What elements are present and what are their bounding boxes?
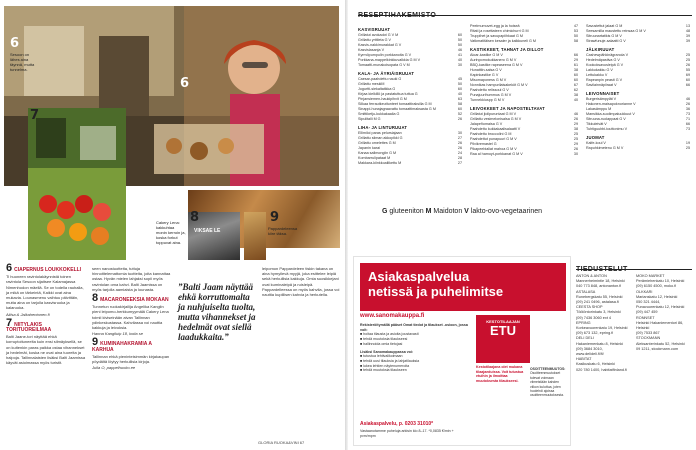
story-6-author: Aliisa & Jalkahentonen.fi [6, 311, 50, 317]
recipe-page: 55 [685, 68, 690, 72]
recipe-page: 25 [573, 137, 578, 141]
diet-legend: G gluteeniton M Maidoton V lakto-ovo-vegetaarinen [382, 208, 543, 215]
recipe-name: Savustettut jalaat G M [586, 24, 623, 28]
recipe-page: 60 [573, 73, 578, 77]
recipe-page: 40 [457, 92, 462, 96]
recipe-page: 46 [457, 48, 462, 52]
ad-header [360, 263, 566, 311]
index-row[interactable] [470, 98, 578, 103]
inquiry-line: www.delideli.fi/fi/ [576, 352, 604, 357]
inquiry-line: Aleksanterinkatu 52, Helsinki [636, 341, 685, 346]
ad-bullet: ■ hoitaa tilausta ja asioita joustavasti [360, 332, 419, 337]
left-page [0, 0, 345, 450]
recipe-name: Hedelmäpastiva G V [586, 58, 620, 62]
shop-sign-text: VIKSAE LE [194, 228, 221, 234]
recipe-name: Peelmumuvet-egg ja la hoiseä [470, 24, 520, 28]
recipe-page: 26 [685, 63, 690, 67]
recipe-name: Sitruunartatikis G M V [586, 34, 622, 38]
recipe-name: Silkaa ferrautkeuttunteet tomaattiraksilla G M [358, 102, 432, 106]
inquiry-line: STOCKMANN [636, 336, 661, 341]
recipe-name: Sinappi-hunajagraavattu tomaattimaksasta G M [358, 107, 436, 111]
recipe-name: Rapuhkimetenu G M V [586, 146, 624, 150]
recipe-name: Porkkana-mappelkinkkuvalkkia G M V [358, 58, 421, 62]
recipe-index-header: RESEPTIHAKEMISTO [358, 4, 692, 16]
recipe-page: 50 [457, 82, 462, 86]
recipe-page: 50 [457, 43, 462, 47]
recipe-page: 26 [573, 117, 578, 121]
story-column-2 [92, 266, 172, 370]
recipe-page: 38 [573, 68, 578, 72]
bread-caption: Cakery Lena: kakkuhtaa monin kerroin ja, koska forkut toppuvat aina. [156, 220, 186, 245]
recipe-name: Sitruuna-ruolappaat G V [586, 117, 626, 121]
recipe-name: Ritati ja rosettateen chimichurri G M [470, 29, 529, 33]
recipe-name: Grillatut jiollpuruntaat G M V [470, 112, 517, 116]
recipe-page: 40 [573, 98, 578, 102]
inquiries-column-2 [636, 274, 694, 352]
recipe-page: 62 [573, 88, 578, 92]
ad-bullet: ■ lukea lehtien näytenumeroita [360, 363, 410, 368]
index-section-title: LEIVOKKEET JA NAPOSTELTAVAT [470, 106, 545, 111]
kestotilaaja-badge: KESTOTILAAJAN ETU [476, 315, 530, 363]
story-7-heading: 7 NIITYLAKIS TORITUOREILMAA [6, 316, 52, 334]
recipe-name: Paahdettu broccolini G M [470, 132, 512, 136]
recipe-name: Pikapeebialiat mahoa G M V [470, 147, 517, 151]
inquiry-line: (09) 241 0496, astalasa.fi [576, 300, 619, 305]
inquiry-line: OLKKARI [636, 289, 653, 294]
badge-description: Kestotilaajana olet mukana tilaajaeduissa. Voit tutustua etuihin ja ilmoittaa muutoksesta tilaukseesi. [476, 365, 524, 384]
index-section-title: KASVISRUUAT [358, 27, 391, 32]
story-9-author: Julia O, pappelhuoko.ee [92, 365, 136, 371]
index-row[interactable] [358, 63, 462, 68]
photo-number-9: 9 [270, 210, 280, 225]
market-stall-illustration [28, 108, 126, 260]
story-6-text: Ti huoneen ravintolakäynnistä toinen ravintola Sesoon sijaitsee Kalamajassa Nimenhodon mäellä. Se on todella rauhalla, ja mikä on tärkeintä, Kaikki ovat aina mukavia. Lounasmenu vaihtuu päivittäin, mutta aina on tarjolla kasvisruoka ja kalaruoka. [6, 274, 84, 311]
ad-phone: Asiakaspalvelu, p. 0203 31010* [360, 421, 434, 427]
inquiry-line: (09) 7533 867 [636, 331, 660, 336]
inquiry-line: Töölöntorinkatu 3, Helsinki [576, 310, 621, 315]
recipe-name: Pinjansiemen-haukipihvit G M [358, 97, 407, 101]
recipe-page: 52 [457, 112, 462, 116]
inquiry-line: HABITAT [576, 357, 592, 362]
index-column-1 [358, 24, 462, 166]
inquiry-line: Helsinki Hakaniementori 86, [636, 320, 684, 325]
index-section-title: JUOMAT [586, 135, 605, 140]
recipe-name: Tomaatti-munakoisopata G V M [358, 63, 410, 67]
story-7-text: Balti Jaane-tori näyttää ehkä korruptoituneelta kuin ensi silmäyksellä, se on kuitenkin paras paikka ostaa vihannekset ja hedelmät, koska ne ovat aina tuoreita ja halpoja. Tallinnalaisten lisäksi Balti Jaamissa käyvät asioimassa myös turistit. [6, 334, 86, 366]
index-section-title: KASTIKKEET, TAHNAT JA DILLOT [470, 47, 544, 52]
ad-bullet: ■ tehdä muutoksia tilaukseen [360, 368, 407, 373]
recipe-name: Seesamilla maustettu reinsaa G M V [586, 29, 646, 33]
recipe-page: 47 [573, 24, 578, 28]
inquiry-line: ANTON & ANTON [576, 274, 607, 278]
recipe-page: 41 [457, 53, 462, 57]
recipe-name: Grillattu siiman akkopikki G [358, 136, 403, 140]
inquiry-line: (09) 447 459 [636, 310, 658, 315]
recipe-page: 25 [685, 58, 690, 62]
story-9-text: Tallinnan ehkä pieninteisimmän kirjakaupan pöydältä löytyy herkullisia kirjoja. [92, 353, 170, 365]
top-photo-caption: Sesoon on lähes aina täynnä, mutta tunnelma. [10, 52, 35, 72]
recipe-name: Burgerisämpylät V [586, 97, 617, 101]
recipe-page: 53 [573, 29, 578, 33]
recipe-name: Mansikka-suolimpaluukkuut V [586, 112, 635, 116]
inquiry-line: Runebergskatu 55, Helsinki [576, 294, 623, 299]
recipe-name: Kirjaa kielkillö ja pastatuttua tuttua G [358, 92, 418, 96]
index-section-title: KALA- JA ÄYRIÄISRUUAT [358, 71, 415, 76]
recipe-page: 69 [685, 73, 690, 77]
right-page [348, 0, 696, 450]
story-6-heading: 6 CIAPERNUS LOUKKOKELLI [6, 262, 82, 274]
inquiries-header: TIEDUSTELUT [576, 258, 692, 270]
story-8-author: Hanna Kangliuip 18, kotia se [92, 331, 143, 337]
recipe-page: 66 [685, 122, 690, 126]
story-8-text: Tunnetun ruokakirjailija Angelika Kanglin pieni leipomo-herkkumyymälä Cakery Lena toimii kiviseinään aivan Tallinnan ydinkeskustassa. Kahvilassa voi nauttia kakkuja ja leivoksia. [92, 304, 169, 331]
recipe-name: Jogurtti-siekaltatikka G [358, 87, 396, 91]
ad-bullet: ■ tehdä muutoksia tilaukseesi [360, 337, 408, 342]
recipe-name: Vatkmatitäisen kesaler ja kalkkuneli G M [470, 39, 536, 43]
recipe-name: Grillattu yrttileta G V [358, 38, 391, 42]
story-9-heading: 9 KUMINAHAKRAMIA A KARHUA [92, 336, 152, 353]
ad-url-link[interactable]: www.sanomakauppa.fi [360, 313, 425, 319]
shop-caption: Pappardeleensa kiire täksa. [268, 226, 298, 236]
recipe-name: Kasvis-nakkimurakkat G V [358, 43, 402, 47]
inquiry-line: RONNSET [636, 315, 655, 320]
recipe-name: Lettukakku V [586, 73, 608, 77]
recipe-page: 60 [685, 78, 690, 82]
recipe-page: 29 [573, 58, 578, 62]
recipe-page: 19 [685, 141, 690, 145]
recipe-name: Paahdettut punapuuri G M V [470, 137, 517, 141]
index-row[interactable] [358, 161, 462, 166]
recipe-name: Savilainnäpiiraat V [586, 83, 617, 87]
photo-number-6b: 6 [180, 76, 190, 91]
recipe-page: 73 [685, 112, 690, 116]
recipe-name: Aioar-kastike G M V [470, 53, 503, 57]
recipe-page: 71 [685, 117, 690, 121]
recipe-name: Grillattu omelettes G M [358, 141, 396, 145]
inquiry-line: 09 1211, stockmann.com [636, 346, 679, 351]
ad-bullet-list [360, 332, 470, 346]
recipe-name: Paahdettu relissoul G V [470, 88, 509, 92]
recipe-name: Tikkuleivät V [586, 122, 607, 126]
recipe-name: Nonnikas hampurilaisakeköt G M V [470, 83, 528, 87]
index-section-title: LEIVONNAISET [586, 91, 620, 96]
index-row[interactable] [470, 152, 578, 157]
recipe-page: 24 [457, 151, 462, 155]
recipe-name: Pilvikremastel G [470, 142, 497, 146]
recipe-name: Kalfe-koul V [586, 141, 606, 145]
middle-text: seen nanostuotteita, tuttuja hinnoittelemattomia tuotteita, joita kannattaa ostaa. Hyvän mielen lahjaksi sopii myös ravintolan oma kahvi. Balti Jaamissa on myös tarjolla aamiaista ja lounasta. [92, 266, 171, 292]
recipe-name: Lakasämppu M [586, 107, 612, 111]
ad-bullet: ■ tehdä uusi tilauksia ja lahjatilauksia [360, 358, 420, 363]
inquiry-line: Marianskatu 12, Helsinki [636, 294, 678, 299]
inquiry-line: Perämiehenkatu 10, Helsinki [636, 279, 685, 284]
inquiry-line: Hakaniemenkatu 8, Helsinki [576, 341, 624, 346]
recipe-name: Caesar-paahdettu nauki G [358, 77, 402, 81]
ad-intro: Rekisteröitymällä pääset Omat tiedot ja tilaukset -osioon, jossa voit: ■ hoitaa tilausta ja asioita joustavasti ■ tehdä muutoksia tilaukseesi ■ hallinnoida omia tietojasi Lisäksi Sanomakauppassa voi: ■ tutustua lehtivalikoimaan ■ tehdä uusi tilauksia ja lahjatilauksia ■ lukea lehtien näytenumeroita ■ tehdä muutoksia tilaukseen [360, 323, 470, 373]
story-8-heading: 8 MACARONEEKSIA MOKAAN [92, 292, 169, 305]
recipe-name: Grillatut avokadot G V M [358, 33, 399, 37]
recipe-name: Kapinkastike G V [470, 73, 499, 77]
photo-number-8: 8 [190, 210, 200, 225]
recipe-name: Kyrmöpumpulin porkkanoita G V [358, 53, 412, 57]
recipe-page: 58 [573, 39, 578, 43]
recipe-name: Aurinpomokukkanero G M V [470, 58, 517, 62]
recipe-page: 36 [685, 107, 690, 111]
recipe-name: Grillattu vesimelonisalsa G M V [470, 117, 522, 121]
recipe-page: 38 [573, 127, 578, 131]
recipe-page: 25 [573, 132, 578, 136]
recipe-name: Tuhtiguubbi-touttonimu V [586, 127, 628, 131]
inquiry-line: MOKO MARKET [636, 274, 665, 278]
recipe-name: Jalapeñomaisa G V [470, 122, 503, 126]
story-column-4 [262, 266, 340, 297]
inquiry-line: ASTALASA [576, 289, 596, 294]
recipe-page: 30 [457, 63, 462, 67]
index-row[interactable] [586, 39, 690, 44]
photo-number-7: 7 [30, 108, 40, 123]
inquiry-line: (09) 3684 3010, [576, 346, 603, 351]
recipe-page: 25 [685, 53, 690, 57]
pull-quote: ”Balti Jaam näyttää ehkä korruttomalta ja nuhjuiselta tuolta, mutta vihannekset ja hedelmät ovat siellä laadukkaita.” [178, 282, 256, 342]
recipe-page: 30 [573, 152, 578, 156]
pastry-photo [244, 212, 266, 260]
customer-service-ad [353, 256, 571, 446]
inquiry-line: EPRING [576, 320, 591, 325]
photo-number-6: 6 [10, 36, 20, 51]
inquiry-line: Helsinki [636, 326, 650, 331]
inquiry-line: DELI DELI [576, 336, 594, 341]
index-column-2 [470, 24, 578, 157]
recipe-page: 25 [685, 146, 690, 150]
recipe-page: 46 [573, 112, 578, 116]
inquiry-line: Mannerheimintie 18, Helsinki [576, 279, 625, 284]
recipe-name: Makkara-kiinkkoaliikettu M [358, 161, 402, 165]
recipe-page: 28 [457, 156, 462, 160]
inquiries-column-1 [576, 274, 632, 373]
inquiry-line: (09) 7436 3060 ext 4 [576, 315, 612, 320]
recipe-name: Ellimiloi paras pelursiajaan [358, 131, 402, 135]
recipe-page: 40 [457, 58, 462, 62]
inquiry-line: (09) 673 132, epring.fi [576, 331, 614, 336]
recipe-name: Kookoksavusleipä G V [586, 63, 624, 67]
recipe-page: 45 [457, 77, 462, 81]
recipe-page: 26 [457, 141, 462, 145]
recipe-page: 66 [685, 83, 690, 87]
recipe-name: Hunattiin-salsa G V [470, 68, 502, 72]
recipe-page: 60 [457, 33, 462, 37]
recipe-page: 26 [685, 102, 690, 106]
inquiry-line: Punavuorenkatu 12, Helsinki [636, 305, 685, 310]
index-row[interactable] [470, 39, 578, 44]
recipe-name: Kasvislasanja V [358, 48, 385, 52]
recipe-page: 30 [457, 131, 462, 135]
index-row[interactable] [586, 146, 690, 151]
recipe-page: 26 [573, 147, 578, 151]
ad-title-2: netissä ja puhelimitse [368, 284, 504, 299]
address-change-note: OSOITTEENMUUTOS: Osoitteenmuutokset tulevat voimaan viimeistään kahden viikon kuluttua, joten huolehdi ajoissa osoitteenmuutoksesta. [530, 367, 566, 398]
page-folio: GLORIA RUOKA&VINI 67 [258, 440, 305, 445]
index-row[interactable] [586, 127, 690, 132]
index-column-3 [586, 24, 690, 151]
recipe-page: 13 [685, 24, 690, 28]
inquiry-line: CEESTA SHOP [576, 305, 603, 310]
ad-bullet: ■ tutustua lehtivalikoimaan [360, 354, 403, 359]
recipe-page: 29 [573, 122, 578, 126]
right-column-text: leipomon Pappardeleen tiskin takana on aina hymyilevä myyjä, joka esittelee leipiä sekä herkullisia kakkuja. Omia suosikkejani ovat kuminaleipä ja ruisleipä. Pappardelleessa on myös kahvila, jossa voi nauttia kupillisen kahvia ja herkutella. [262, 266, 340, 298]
recipe-name: Punajuurihummus G M V [470, 93, 512, 97]
recipe-page: 27 [457, 136, 462, 140]
recipe-name: Grillattu meskiM [358, 82, 385, 86]
inquiry-line: (09) 6150 4500, moko.fi [636, 284, 677, 289]
recipe-name: Lakkukakku G V [586, 68, 613, 72]
recipe-page: 66 [573, 53, 578, 57]
ad-title-1: Asiakaspalvelua [368, 269, 470, 284]
index-section-title: LIHA- JA LINTURUUAT [358, 125, 408, 130]
recipe-name: Kombarrulipataat M [358, 156, 391, 160]
recipe-name: Misomaponess G M V [470, 78, 507, 82]
recipe-name: Truppihet ja savupapiihkaat G M [470, 34, 523, 38]
recipe-page: 61 [573, 63, 578, 67]
recipe-page: 48 [685, 29, 690, 33]
recipe-page: 39 [685, 39, 690, 43]
recipe-page: 50 [573, 34, 578, 38]
inquiry-line: Kasikuskatu 6, Helsinki [576, 362, 616, 367]
recipe-name: Japanin karai [358, 146, 380, 150]
inquiry-line: 050 321 4444, [636, 300, 661, 305]
recipe-page: 63 [457, 97, 462, 101]
recipe-page: 26 [457, 146, 462, 150]
recipe-page: 27 [457, 161, 462, 165]
recipe-name: Raa al hamoyt-porkkanat G M V [470, 152, 523, 156]
recipe-page: 50 [457, 38, 462, 42]
recipe-name: BBQ-kastike rapeaseena G M V [470, 63, 523, 67]
recipe-page: 73 [685, 127, 690, 131]
recipe-page: 67 [573, 83, 578, 87]
recipe-page: 26 [457, 117, 462, 121]
index-row[interactable] [358, 117, 462, 122]
ad-bullet: ■ hallinnoida omia tietojasi [360, 341, 403, 346]
inquiry-line: 020 780 1400, habitatfinland.fi [576, 367, 627, 372]
index-section-title: JÄLKIRUUAT [586, 47, 615, 52]
recipe-page: 39 [685, 34, 690, 38]
recipe-page: 60 [457, 87, 462, 91]
story-column-1 [6, 262, 86, 366]
recipe-name: Sipulitalli M G [358, 117, 381, 121]
recipe-name: Kanaa sallmongiin G M [358, 151, 397, 155]
recipe-name: Cashewpähkinägranola V [586, 53, 629, 57]
inquiry-line: Korkeavuorenkatu 19, Helsinki [576, 326, 628, 331]
recipe-name: Strawfunuje-salaatti G V [586, 39, 626, 43]
recipe-page: 46 [685, 97, 690, 101]
recipe-page: 58 [457, 102, 462, 106]
recipe-page: 60 [573, 78, 578, 82]
recipe-page: 60 [457, 107, 462, 111]
recipe-name: Smittiketju-kukkakaalia G [358, 112, 400, 116]
recipe-name: Rapeanpin peasit G V [586, 78, 623, 82]
ad-phone-note: Vastaanotamme puheluja arkisin klo 8–17. *0,0835 €/min + pvm/mpm [360, 429, 454, 438]
recipe-page: 38 [573, 93, 578, 97]
recipe-name: Hakonen-maisapoknorianne V [586, 102, 636, 106]
ad-lower-bullet-list [360, 354, 470, 373]
market-produce-photo [28, 108, 126, 260]
recipe-name: Paahdettu kukkakaalisalaatti V [470, 127, 521, 131]
recipe-page: 29 [573, 142, 578, 146]
inquiry-line: 040 773 848, antonanton.fi [576, 284, 622, 289]
index-row[interactable] [586, 83, 690, 88]
recipe-name: Tunnekkiuspp G M V [470, 98, 505, 102]
